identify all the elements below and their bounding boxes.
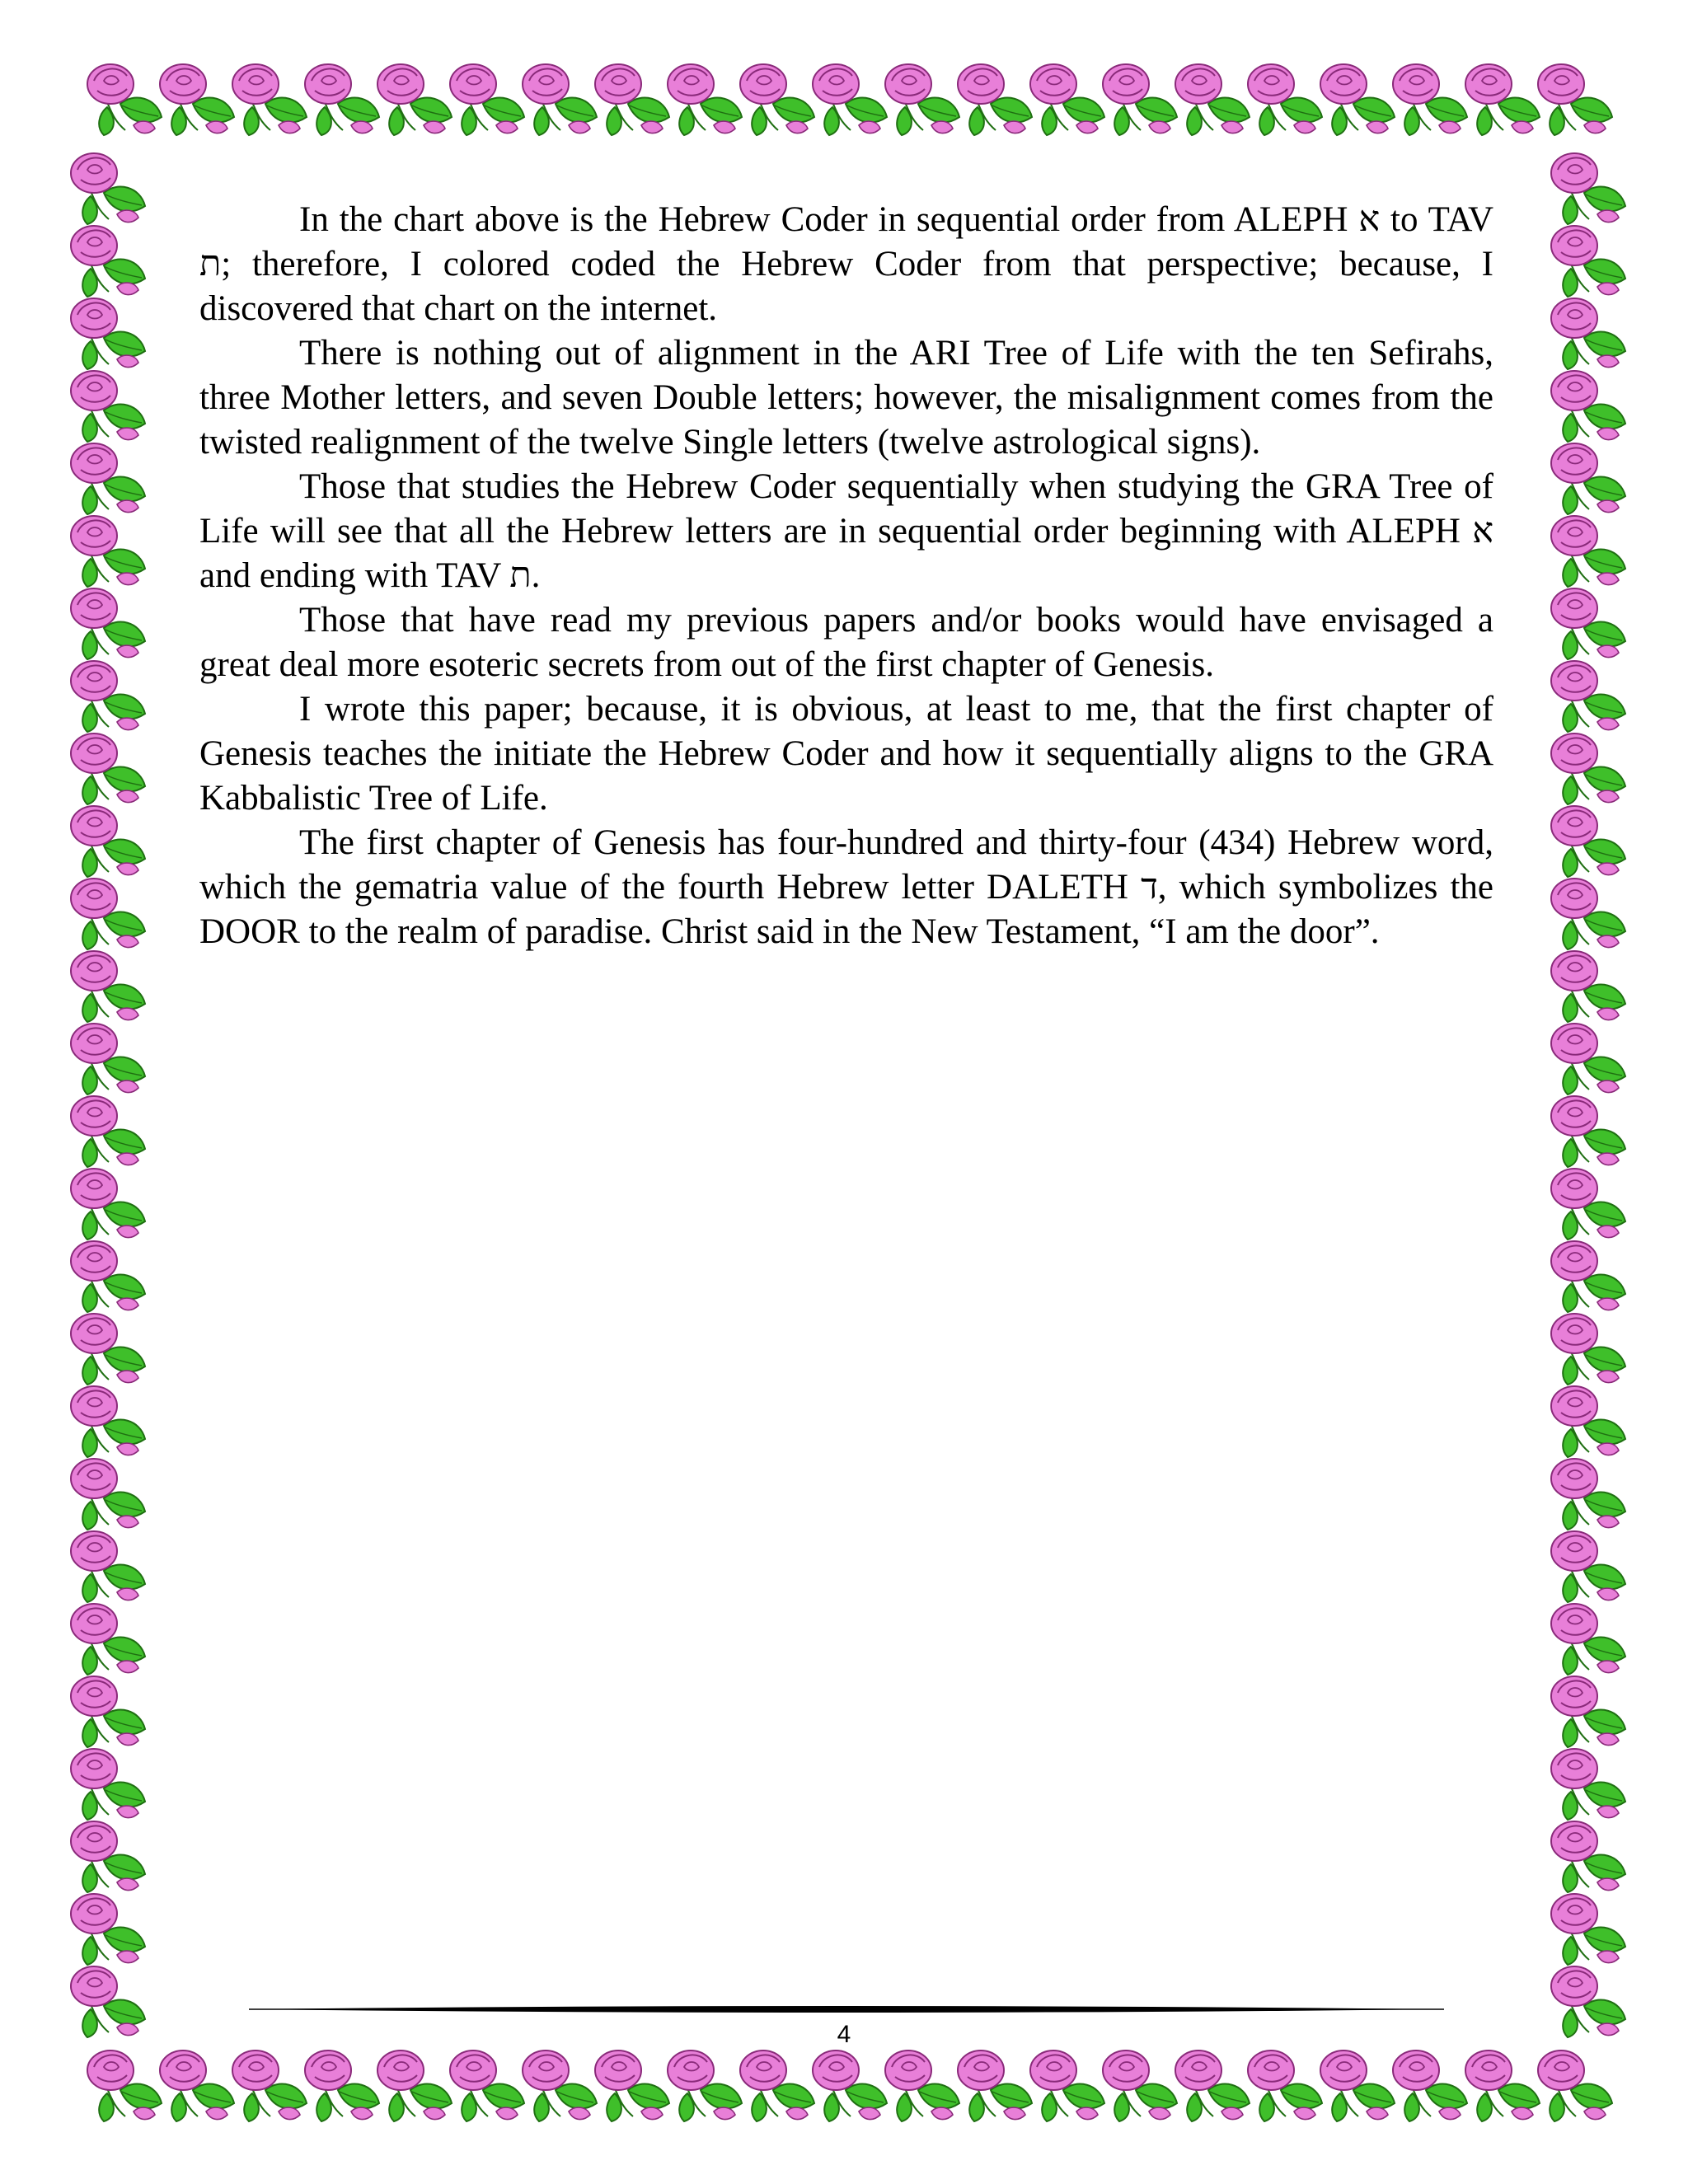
- rose-icon: [1248, 64, 1322, 135]
- rose-icon: [71, 1169, 145, 1240]
- rose-icon: [71, 951, 145, 1022]
- rose-icon: [1551, 1604, 1625, 1675]
- paragraph-6: The first chapter of Genesis has four-hundred and thirty-four (434) Hebrew word, which the gematria value of the fourth Hebrew letter DALETH ד, which symbolizes the DOOR to the realm of paradise. Christ said in the New Testament, “I am the door”.: [199, 823, 1493, 951]
- rose-icon: [377, 2050, 452, 2121]
- rose-icon: [71, 733, 145, 804]
- rose-icon: [958, 2050, 1032, 2121]
- rose-icon: [1551, 1676, 1625, 1747]
- rose-icon: [71, 1386, 145, 1457]
- rose-icon: [1248, 2050, 1322, 2121]
- floral-border-left: [66, 132, 148, 2044]
- paragraph-4: Those that have read my previous papers and/or books would have envisaged a great deal more esoteric secrets from out of the first chapter of Genesis.: [199, 601, 1493, 684]
- rose-icon: [1551, 1894, 1625, 1965]
- rose-icon: [1551, 588, 1625, 659]
- rose-icon: [71, 1966, 145, 2037]
- rose-icon: [885, 2050, 959, 2121]
- rose-icon: [740, 64, 814, 135]
- rose-icon: [71, 371, 145, 442]
- rose-icon: [668, 2050, 742, 2121]
- rose-icon: [71, 1749, 145, 1820]
- rose-icon: [450, 2050, 524, 2121]
- rose-icon: [305, 2050, 379, 2121]
- rose-icon: [595, 64, 669, 135]
- rose-icon: [1103, 64, 1177, 135]
- rose-icon: [1551, 1241, 1625, 1312]
- rose-icon: [1175, 2050, 1250, 2121]
- paragraph-5: I wrote this paper; because, it is obvious, at least to me, that the first chapter of Genesis teaches the initiate the Hebrew Coder and how it sequentially aligns to the GRA Kabbalistic Tree of Life.: [199, 690, 1493, 818]
- rose-icon: [1551, 1386, 1625, 1457]
- rose-icon: [71, 1096, 145, 1167]
- rose-icon: [1320, 64, 1395, 135]
- rose-icon: [813, 64, 887, 135]
- rose-icon: [1551, 1531, 1625, 1602]
- rose-icon: [523, 64, 597, 135]
- rose-icon: [71, 1241, 145, 1312]
- rose-icon: [1551, 298, 1625, 369]
- rose-icon: [1551, 226, 1625, 297]
- footer-divider: [249, 2001, 1444, 2018]
- rose-icon: [377, 64, 452, 135]
- rose-icon: [1551, 443, 1625, 514]
- page-number: 4: [837, 2021, 851, 2048]
- rose-icon: [595, 2050, 669, 2121]
- rose-icon: [71, 806, 145, 877]
- rose-icon: [232, 2050, 307, 2121]
- rose-icon: [1551, 1966, 1625, 2037]
- rose-icon: [71, 1894, 145, 1965]
- rose-icon: [87, 2050, 162, 2121]
- rose-icon: [71, 661, 145, 732]
- rose-icon: [1551, 661, 1625, 732]
- rose-icon: [1538, 64, 1612, 135]
- body-text: [199, 198, 1493, 954]
- rose-icon: [1551, 153, 1625, 224]
- rose-icon: [1103, 2050, 1177, 2121]
- rose-icon: [1030, 64, 1104, 135]
- paragraph-2: There is nothing out of alignment in the ARI Tree of Life with the ten Sefirahs, three Mother letters, and seven Double letters; however, the misalignment comes from the twisted realignment of the twelve Single letters (twelve astrological signs).: [199, 334, 1493, 462]
- rose-icon: [1551, 1096, 1625, 1167]
- rose-icon: [523, 2050, 597, 2121]
- rose-icon: [87, 64, 162, 135]
- rose-icon: [1393, 2050, 1467, 2121]
- rose-icon: [71, 1821, 145, 1892]
- rose-icon: [71, 1676, 145, 1747]
- rose-icon: [1320, 2050, 1395, 2121]
- rose-icon: [1465, 64, 1540, 135]
- rose-icon: [71, 1314, 145, 1385]
- rose-icon: [71, 588, 145, 659]
- rose-icon: [71, 226, 145, 297]
- paragraph-1: In the chart above is the Hebrew Coder in sequential order from ALEPH א to TAV ת; therefore, I colored coded the Hebrew Coder from that perspective; because, I discovered that chart on the internet.: [199, 200, 1493, 328]
- rose-icon: [1175, 64, 1250, 135]
- rose-icon: [1551, 1024, 1625, 1094]
- rose-icon: [71, 153, 145, 224]
- rose-icon: [71, 1531, 145, 1602]
- rose-icon: [305, 64, 379, 135]
- paragraph-3: Those that studies the Hebrew Coder sequentially when studying the GRA Tree of Life will see that all the Hebrew letters are in sequential order beginning with ALEPH א and ending with TAV ת.: [199, 467, 1493, 595]
- rose-icon: [1538, 2050, 1612, 2121]
- rose-icon: [740, 2050, 814, 2121]
- rose-icon: [1551, 371, 1625, 442]
- rose-icon: [1551, 733, 1625, 804]
- rose-icon: [1551, 1821, 1625, 1892]
- floral-border-bottom: [66, 2042, 1622, 2125]
- floral-border-top: [66, 56, 1622, 138]
- rose-icon: [1551, 879, 1625, 949]
- rose-icon: [71, 1459, 145, 1530]
- rose-icon: [1551, 1749, 1625, 1820]
- rose-icon: [71, 443, 145, 514]
- rose-icon: [668, 64, 742, 135]
- rose-icon: [160, 64, 234, 135]
- rose-icon: [958, 64, 1032, 135]
- rose-icon: [1551, 1459, 1625, 1530]
- rose-icon: [450, 64, 524, 135]
- rose-icon: [71, 1604, 145, 1675]
- rose-icon: [1551, 1314, 1625, 1385]
- rose-icon: [232, 64, 307, 135]
- rose-icon: [71, 879, 145, 949]
- rose-icon: [160, 2050, 234, 2121]
- rose-icon: [1551, 951, 1625, 1022]
- rose-icon: [71, 298, 145, 369]
- rose-icon: [1393, 64, 1467, 135]
- rose-icon: [1551, 806, 1625, 877]
- floral-border-right: [1546, 132, 1629, 2044]
- rose-icon: [1551, 516, 1625, 587]
- rose-icon: [885, 64, 959, 135]
- rose-icon: [71, 1024, 145, 1094]
- rose-icon: [71, 516, 145, 587]
- rose-icon: [1465, 2050, 1540, 2121]
- rose-icon: [813, 2050, 887, 2121]
- rose-icon: [1030, 2050, 1104, 2121]
- rose-icon: [1551, 1169, 1625, 1240]
